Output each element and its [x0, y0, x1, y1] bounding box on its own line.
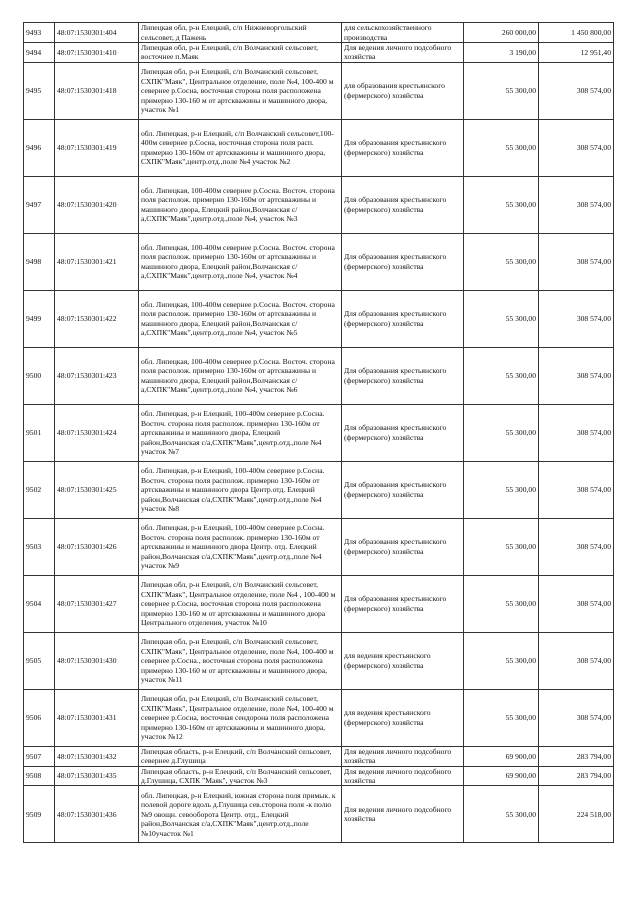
- table-body: [24, 23, 614, 843]
- table-row: [24, 746, 614, 766]
- cadastral-cost-cell: 224 518,00: [539, 786, 614, 843]
- row-number: 9508: [24, 766, 55, 786]
- table-row: [24, 404, 614, 461]
- permitted-use-cell: Для образования крестьянского (фермерского) хозяйства: [342, 461, 464, 518]
- cadastral-number: 48:07:1530301:410: [55, 43, 139, 63]
- permitted-use-cell: Для образования крестьянского (фермерского) хозяйства: [342, 290, 464, 347]
- address-cell: Липецкая область, р-н Елецкий, с/п Волчанский сельсовет, севернее д.Глушица: [139, 746, 342, 766]
- table-row: [24, 461, 614, 518]
- area-cell: 69 900,00: [464, 766, 539, 786]
- row-number: 9502: [24, 461, 55, 518]
- cadastral-number: 48:07:1530301:422: [55, 290, 139, 347]
- address-cell: Липецкая обл, р-н Елецкий, с/п Волчанский сельсовет, СХПК"Маяк", Центральное отделение, поле №4 , 100-400 м севернее р.Сосна, восточная сторона поля расположена примерно 130-160 м от артскважины и машинного двора Центрального отделения, участок №10: [139, 575, 342, 632]
- permitted-use-cell: Для образования крестьянского (фермерского) хозяйства: [342, 176, 464, 233]
- cadastral-cost-cell: 12 951,40: [539, 43, 614, 63]
- area-cell: 55 300,00: [464, 786, 539, 843]
- permitted-use-cell: Для ведения личного подсобного хозяйства: [342, 786, 464, 843]
- cadastral-number: 48:07:1530301:431: [55, 689, 139, 746]
- address-cell: Липецкая обл, р-н Елецкий, с/п Нижневоргольский сельсовет, д Пажень: [139, 23, 342, 43]
- area-cell: 69 900,00: [464, 746, 539, 766]
- address-cell: обл. Липецкая, р-н Елецкий, 100-400м севернее р.Сосна. Восточ. сторона поля располож. примерно 130-160м от артскважины и машинного двора Центр. отд. Елецкий район,Волчанская с/а,СХПК"Маяк",центр.отд.,поле №4 участок №9: [139, 518, 342, 575]
- cadastral-cost-cell: 283 794,00: [539, 746, 614, 766]
- row-number: 9496: [24, 119, 55, 176]
- cadastral-cost-cell: 308 574,00: [539, 62, 614, 119]
- cadastral-number: 48:07:1530301:419: [55, 119, 139, 176]
- cadastral-cost-cell: 283 794,00: [539, 766, 614, 786]
- area-cell: 260 000,00: [464, 23, 539, 43]
- cadastral-cost-cell: 308 574,00: [539, 518, 614, 575]
- address-cell: Липецкая обл, р-н Елецкий, с/п Волчанский сельсовет, СХПК"Маяк", Центральное отделение, поле №4, 100-400 м севернее р.Сосна, восточная сендорона поля расположена примерно 130-160м от артскважины и машинного двора, участок №12: [139, 689, 342, 746]
- address-cell: Липецкая обл, р-н Елецкий, с/п Волчанский сельсовет, СХПК"Маяк", Центральное отделение, поле №4, 100-400 м севернее р.Сосна, восточная сторона поля расположена примерно 130-160 м от артскважины и машинного двора, участок №1: [139, 62, 342, 119]
- area-cell: 55 300,00: [464, 461, 539, 518]
- table-row: [24, 43, 614, 63]
- cadastral-number: 48:07:1530301:436: [55, 786, 139, 843]
- row-number: 9503: [24, 518, 55, 575]
- row-number: 9500: [24, 347, 55, 404]
- address-cell: обл. Липецкая, 100-400м севернее р.Сосна. Восточ. сторона поля располож. примерно 130-160м от артскважины и машинного двора, Елецкий район,Волчанская с/а,СХПК"Маяк",центр.отд.,поле №4, участок №6: [139, 347, 342, 404]
- permitted-use-cell: Для образования крестьянского (фермерского) хозяйства: [342, 404, 464, 461]
- cadastral-cost-cell: 308 574,00: [539, 176, 614, 233]
- permitted-use-cell: Для образования крестьянского (фермерского) хозяйства: [342, 233, 464, 290]
- address-cell: обл. Липецкая, 100-400м севернее р.Сосна. Восточ. сторона поля располож. примерно 130-160м от артскважины и машинного двора, Елецкий район,Волчанская с/а,СХПК"Маяк",центр.отд.,поле №4, участок №4: [139, 233, 342, 290]
- address-cell: обл. Липецкая, р-н Елецкий, южная сторона поля примык. к полевой дороге вдоль д.Глушица сев.сторона поля -к полю №9 овощн. севооборота Центр. отд., Елецкий район,Волчанская с/а,СХПК"Маяк",центр.отд.,поле №10участок №1: [139, 786, 342, 843]
- area-cell: 55 300,00: [464, 176, 539, 233]
- address-cell: обл. Липецкая, 100-400м севернее р.Сосна. Восточ. сторона поля располож. примерно 130-160м от артскважины и машинного двора, Елецкий район,Волчанская с/а,СХПК"Маяк",центр.отд.,поле №4, участок №5: [139, 290, 342, 347]
- address-cell: обл. Липецкая, р-н Елецкий, с/п Волчанский сельсовет,100-400м севернее р.Сосна, восточная сторона поля расп. примерно 130-160м от артскважины и машинного двора, СХПК"Маяк",центр.отд.,поле №4 участок №2: [139, 119, 342, 176]
- table-row: [24, 347, 614, 404]
- land-registry-table: [23, 22, 614, 843]
- table-row: [24, 62, 614, 119]
- address-cell: Липецкая область, р-н Елецкий, с/п Волчанский сельсовет, д.Глушица, СХПК "Маяк", участок №3: [139, 766, 342, 786]
- area-cell: 55 300,00: [464, 575, 539, 632]
- cadastral-number: 48:07:1530301:427: [55, 575, 139, 632]
- address-cell: обл. Липецкая, р-н Елецкий, 100-400м севернее р.Сосна. Восточ. сторона поля располож. примерно 130-160м от артскважины и машинного двора, Елецкий район,Волчанская с/а,СХПК"Маяк",центр.отд.,поле №4 участок №7: [139, 404, 342, 461]
- cadastral-number: 48:07:1530301:404: [55, 23, 139, 43]
- permitted-use-cell: Для ведения личного подсобного хозяйства: [342, 766, 464, 786]
- area-cell: 55 300,00: [464, 290, 539, 347]
- table-row: [24, 290, 614, 347]
- table-row: [24, 518, 614, 575]
- row-number: 9494: [24, 43, 55, 63]
- area-cell: 55 300,00: [464, 347, 539, 404]
- cadastral-cost-cell: 1 450 800,00: [539, 23, 614, 43]
- table-row: [24, 632, 614, 689]
- row-number: 9506: [24, 689, 55, 746]
- row-number: 9498: [24, 233, 55, 290]
- document-page: [23, 22, 613, 843]
- permitted-use-cell: для ведения крестьянского (фермерского) хозяйства: [342, 632, 464, 689]
- cadastral-cost-cell: 308 574,00: [539, 290, 614, 347]
- area-cell: 55 300,00: [464, 689, 539, 746]
- area-cell: 3 190,00: [464, 43, 539, 63]
- cadastral-cost-cell: 308 574,00: [539, 632, 614, 689]
- cadastral-number: 48:07:1530301:425: [55, 461, 139, 518]
- cadastral-number: 48:07:1530301:432: [55, 746, 139, 766]
- permitted-use-cell: Для образования крестьянского (фермерского) хозяйства: [342, 347, 464, 404]
- permitted-use-cell: Для ведения личного подсобного хозяйства: [342, 746, 464, 766]
- area-cell: 55 300,00: [464, 632, 539, 689]
- cadastral-number: 48:07:1530301:435: [55, 766, 139, 786]
- cadastral-number: 48:07:1530301:421: [55, 233, 139, 290]
- area-cell: 55 300,00: [464, 518, 539, 575]
- row-number: 9495: [24, 62, 55, 119]
- cadastral-cost-cell: 308 574,00: [539, 689, 614, 746]
- permitted-use-cell: Для образования крестьянского (фермерского) хозяйства: [342, 119, 464, 176]
- cadastral-number: 48:07:1530301:424: [55, 404, 139, 461]
- row-number: 9509: [24, 786, 55, 843]
- cadastral-cost-cell: 308 574,00: [539, 233, 614, 290]
- area-cell: 55 300,00: [464, 233, 539, 290]
- address-cell: обл. Липецкая, р-н Елецкий, 100-400м севернее р.Сосна. Восточ. сторона поля располож. примерно 130-160м от артскважины и машинного двора Центр.отд. Елецкий район,Волчанская с/а,СХПК"Маяк",центр.отд.,поле №4 участок №8: [139, 461, 342, 518]
- table-row: [24, 766, 614, 786]
- table-row: [24, 233, 614, 290]
- table-row: [24, 119, 614, 176]
- table-row: [24, 575, 614, 632]
- cadastral-cost-cell: 308 574,00: [539, 404, 614, 461]
- permitted-use-cell: для образования крестьянского (фермерского) хозяйства: [342, 62, 464, 119]
- cadastral-number: 48:07:1530301:423: [55, 347, 139, 404]
- row-number: 9501: [24, 404, 55, 461]
- cadastral-cost-cell: 308 574,00: [539, 461, 614, 518]
- cadastral-number: 48:07:1530301:430: [55, 632, 139, 689]
- address-cell: Липецкая обл, р-н Елецкий, с/п Волчанский сельсовет, восточнее п.Маяк: [139, 43, 342, 63]
- cadastral-cost-cell: 308 574,00: [539, 347, 614, 404]
- area-cell: 55 300,00: [464, 62, 539, 119]
- table-row: [24, 786, 614, 843]
- row-number: 9505: [24, 632, 55, 689]
- permitted-use-cell: Для образования крестьянского (фермерского) хозяйства: [342, 575, 464, 632]
- cadastral-number: 48:07:1530301:420: [55, 176, 139, 233]
- permitted-use-cell: для сельскохозяйственного производства: [342, 23, 464, 43]
- cadastral-cost-cell: 308 574,00: [539, 119, 614, 176]
- permitted-use-cell: для ведения крестьянского (фермерского) хозяйства: [342, 689, 464, 746]
- table-row: [24, 176, 614, 233]
- area-cell: 55 300,00: [464, 119, 539, 176]
- row-number: 9497: [24, 176, 55, 233]
- address-cell: Липецкая обл, р-н Елецкий, с/п Волчанский сельсовет, СХПК"Маяк", Центральное отделение, поле №4, 100-400 м севернее р.Сосна., восточная сторона поля расположена примерно 130-160 м от артскважины и машинного двора, участок №11: [139, 632, 342, 689]
- table-row: [24, 689, 614, 746]
- table-row: [24, 23, 614, 43]
- cadastral-number: 48:07:1530301:426: [55, 518, 139, 575]
- row-number: 9504: [24, 575, 55, 632]
- permitted-use-cell: Для ведения личного подсобного хозяйства: [342, 43, 464, 63]
- row-number: 9493: [24, 23, 55, 43]
- permitted-use-cell: Для образования крестьянского (фермерского) хозяйства: [342, 518, 464, 575]
- row-number: 9507: [24, 746, 55, 766]
- address-cell: обл. Липецкая, 100-400м севернее р.Сосна. Восточ. сторона поля располож. примерно 130-160м от артскважины и машинного двора, Елецкий район,Волчанская с/а,СХПК"Маяк",центр.отд.,поле №4, участок №3: [139, 176, 342, 233]
- row-number: 9499: [24, 290, 55, 347]
- area-cell: 55 300,00: [464, 404, 539, 461]
- cadastral-cost-cell: 308 574,00: [539, 575, 614, 632]
- cadastral-number: 48:07:1530301:418: [55, 62, 139, 119]
